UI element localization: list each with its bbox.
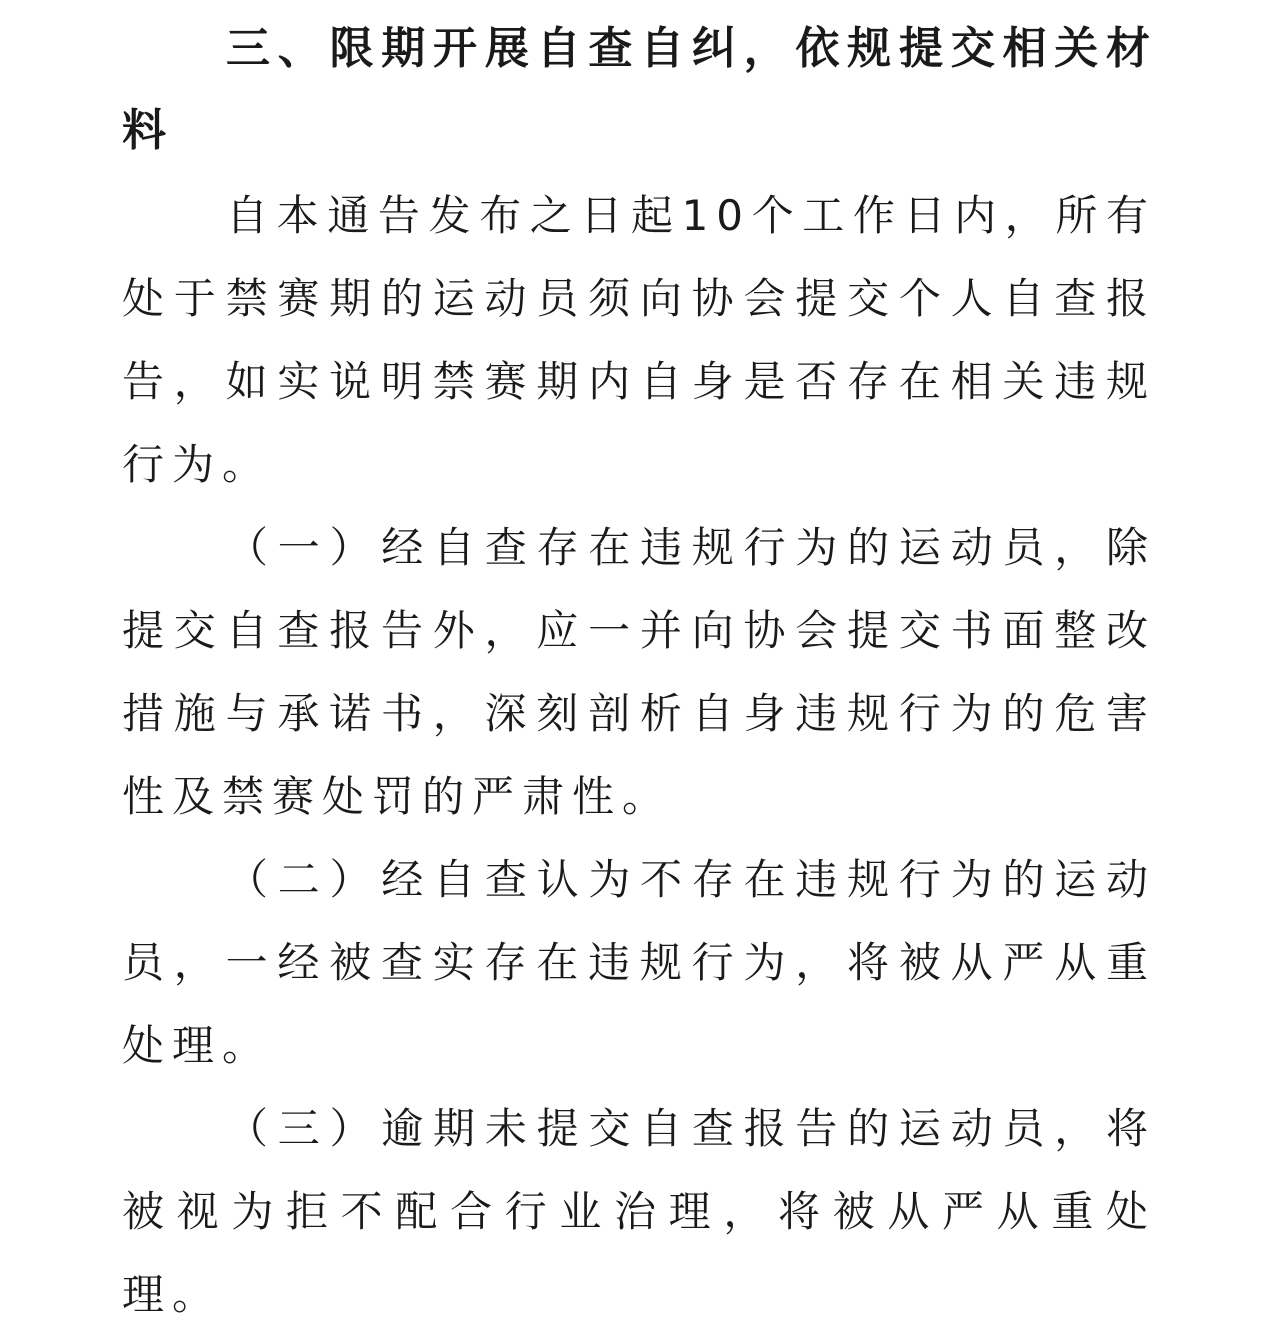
document-page [122, 8, 1156, 1336]
section-heading: 三、限期开展自查自纠，依规提交相关材料 [122, 23, 1156, 156]
item-three-paragraph: （三）逾期未提交自查报告的运动员，将被视为拒不配合行业治理，将被从严从重处理。 [122, 1104, 1156, 1319]
item-two-paragraph: （二）经自查认为不存在违规行为的运动员，一经被查实存在违规行为，将被从严从重处理。 [122, 855, 1156, 1070]
intro-paragraph: 自本通告发布之日起10个工作日内，所有处于禁赛期的运动员须向协会提交个人自查报告，如实说明禁赛期内自身是否存在相关违规行为。 [122, 191, 1156, 489]
item-one-paragraph: （一）经自查存在违规行为的运动员，除提交自查报告外，应一并向协会提交书面整改措施与承诺书，深刻剖析自身违规行为的危害性及禁赛处罚的严肃性。 [122, 523, 1156, 821]
